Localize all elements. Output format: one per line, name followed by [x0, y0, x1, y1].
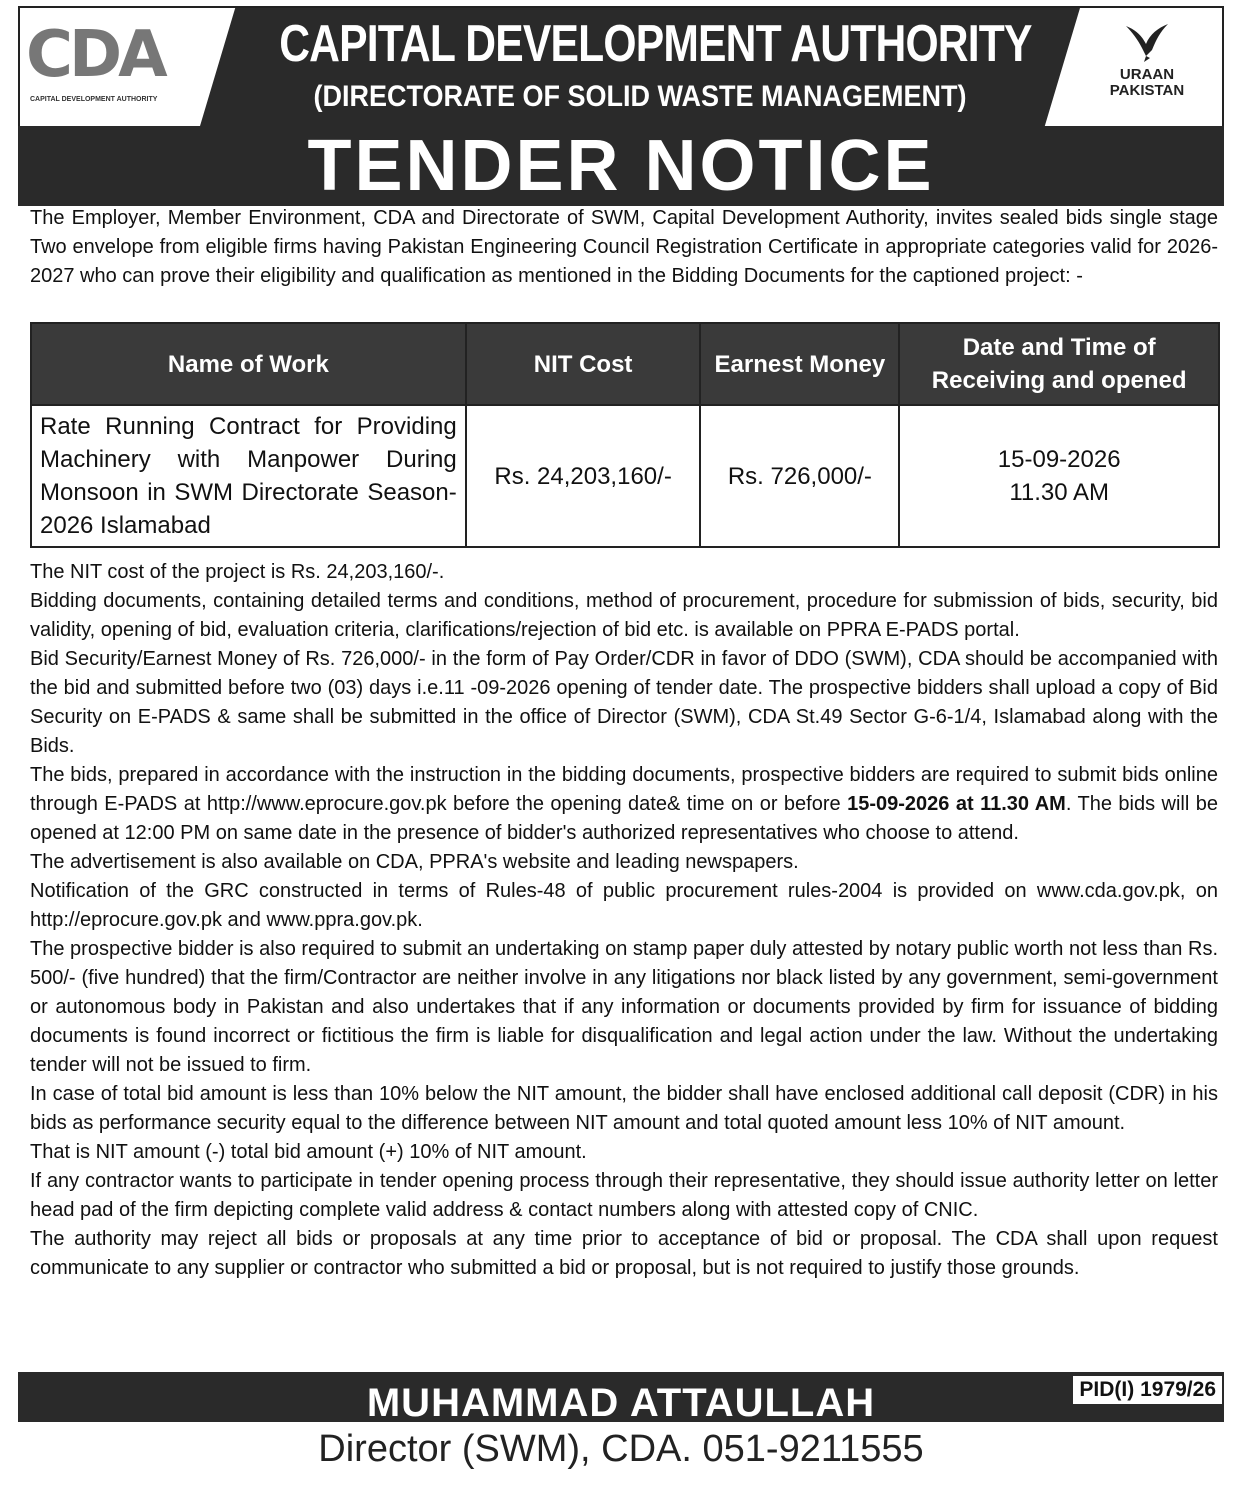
body-paragraph: The prospective bidder is also required to submit an undertaking on stamp paper duly attested by notary public worth not less than Rs. 500/- (five hundred) that the firm/Contractor are neither involve in any litigations nor black listed by any government, semi-government or autonomous body in Pakistan and also undertakes that if any information or documents provided by firm for issuance of bidding documents is found incorrect or fictitious the firm is liable for disqualification and legal action under the law. Without the undertaking tender will not be issued to firm.	[30, 938, 1218, 1076]
cell-nit-cost: Rs. 24,203,160/-	[466, 405, 701, 547]
cell-name-of-work: Rate Running Contract for Providing Machinery with Manpower During Monsoon in SWM Directorate Season-2026 Islamabad	[31, 405, 466, 547]
body-paragraph: Bidding documents, containing detailed terms and conditions, method of procurement, procedure for submission of bids, security, bid validity, opening of bid, evaluation criteria, clarifications/rejection of bid etc. is available on PPRA E-PADS portal.	[30, 590, 1218, 641]
directorate-subtitle: (DIRECTORATE OF SOLID WASTE MANAGEMENT)	[313, 80, 967, 113]
header	[18, 6, 1224, 126]
body-paragraph: In case of total bid amount is less than 10% below the NIT amount, the bidder shall have enclosed additional call deposit (CDR) in his bids as performance security equal to the difference between NIT amount and total quoted amount less 10% of NIT amount.	[30, 1083, 1218, 1134]
cell-date-time	[899, 405, 1219, 547]
bird-icon	[1122, 20, 1172, 62]
body-paragraph	[30, 761, 1218, 848]
bids-text-part2: . The bids will be opened at 12:00 PM on same date in the presence of bidder's authorized representatives who choose to attend.	[30, 793, 1218, 844]
uraan-line1: URAAN	[1119, 66, 1175, 83]
uraan-pakistan-logo	[1082, 20, 1212, 120]
col-header-earnest-money: Earnest Money	[700, 323, 899, 405]
cda-logo-tagline: CAPITAL DEVELOPMENT AUTHORITY	[30, 96, 158, 103]
bids-text-part1: The bids, prepared in accordance with the instruction in the bidding documents, prospective bidders are required to submit bids online through E-PADS at http://www.eprocure.gov.pk before the opening date& time on or before	[30, 764, 1218, 815]
notice-body	[30, 558, 1218, 1283]
opening-time: 11.30 AM	[1009, 479, 1109, 506]
table-row	[31, 405, 1219, 547]
signature-block	[18, 1372, 1224, 1482]
body-paragraph: That is NIT amount (-) total bid amount (+) 10% of NIT amount.	[30, 1141, 587, 1163]
signatory-designation: Director (SWM), CDA. 051-9211555	[318, 1428, 924, 1470]
notice-title: TENDER NOTICE	[307, 126, 935, 206]
body-paragraph: The advertisement is also available on CDA, PPRA's website and leading newspapers.	[30, 851, 799, 873]
tender-notice-bar	[18, 126, 1224, 206]
pid-number: PID(I) 1979/26	[1073, 1376, 1222, 1404]
cda-logo	[26, 18, 196, 108]
intro-paragraph: The Employer, Member Environment, CDA and Directorate of SWM, Capital Development Authority, invites sealed bids single stage Two envelope from eligible firms having Pakistan Engineering Council Registration Certificate in appropriate categories valid for 2026-2027 who can prove their eligibility and qualification as mentioned in the Bidding Documents for the captioned project: -	[30, 207, 1218, 287]
body-paragraph: The authority may reject all bids or proposals at any time prior to acceptance of bid or proposal. The CDA shall upon request communicate to any supplier or contractor who submitted a bid or proposal, but is not required to justify those grounds.	[30, 1228, 1218, 1279]
col-header-date-time: Date and Time of Receiving and opened	[899, 323, 1219, 405]
cell-earnest-money: Rs. 726,000/-	[700, 405, 899, 547]
body-paragraph: The NIT cost of the project is Rs. 24,203,160/-.	[30, 561, 445, 583]
body-paragraph: Bid Security/Earnest Money of Rs. 726,000/- in the form of Pay Order/CDR in favor of DDO (SWM), CDA should be accompanied with the bid and submitted before two (03) days i.e.11 -09-2026 opening of tender date. The prospective bidders shall upload a copy of Bid Security on E-PADS & same shall be submitted in the office of Director (SWM), CDA St.49 Sector G-6-1/4, Islamabad along with the Bids.	[30, 648, 1218, 757]
body-paragraph: If any contractor wants to participate in tender opening process through their representative, they should issue authority letter on letter head pad of the firm depicting complete valid address & contact numbers along with attested copy of CNIC.	[30, 1170, 1218, 1221]
authority-title: CAPITAL DEVELOPMENT AUTHORITY	[279, 15, 1032, 73]
table-header-row	[31, 323, 1219, 405]
body-paragraph: Notification of the GRC constructed in terms of Rules-48 of public procurement rules-2004 is provided on www.cda.gov.pk, on http://eprocure.gov.pk and www.ppra.gov.pk.	[30, 880, 1218, 931]
col-header-name-of-work: Name of Work	[31, 323, 466, 405]
uraan-line2: PAKISTAN	[1109, 82, 1185, 99]
opening-date: 15-09-2026	[997, 446, 1121, 473]
cda-logo-text: CDA	[26, 18, 164, 92]
col-header-nit-cost: NIT Cost	[466, 323, 701, 405]
tender-table	[30, 322, 1220, 548]
tender-notice-page	[18, 6, 1224, 1482]
signatory-name: MUHAMMAD ATTAULLAH	[366, 1381, 876, 1425]
bids-deadline: 15-09-2026 at 11.30 AM	[847, 793, 1066, 815]
